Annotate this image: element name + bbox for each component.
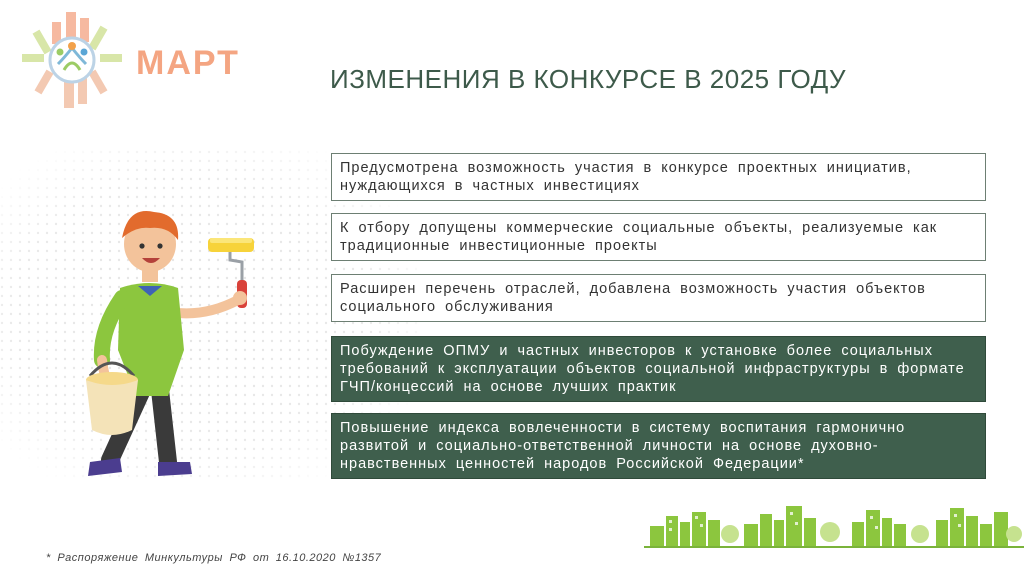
change-card-4-text: Побуждение ОПМУ и частных инвесторов к установке более социальных требований к эксплуатации объектов социальной инфраструктуры в формате ГЧП/концессий на основе лучших практик <box>340 343 965 395</box>
city-skyline-icon <box>644 498 1024 548</box>
change-card-1 <box>331 153 986 201</box>
footnote: * Распоряжение Минкультуры РФ от 16.10.2020 №1357 <box>46 552 382 564</box>
change-card-2 <box>331 213 986 261</box>
logo-text: МАРТ <box>136 44 240 82</box>
change-card-4 <box>331 336 986 402</box>
logo-emblem-icon <box>14 8 134 118</box>
change-card-5-text: Повышение индекса вовлеченности в систему воспитания гармонично развитой и социально-ответственной личности на основе духовно-нравственных ценностей народов Российской Федерации* <box>340 420 906 472</box>
paint-roller-icon <box>208 238 254 308</box>
change-card-1-text: Предусмотрена возможность участия в конкурсе проектных инициатив, нуждающихся в частных инвестициях <box>340 160 912 194</box>
painter-illustration <box>50 200 280 500</box>
logo <box>14 8 244 118</box>
paint-bucket-icon <box>86 363 138 435</box>
change-card-5 <box>331 413 986 479</box>
change-card-3-text: Расширен перечень отраслей, добавлена возможность участия объектов социального обслуживания <box>340 281 926 315</box>
page-title: ИЗМЕНЕНИЯ В КОНКУРСЕ В 2025 ГОДУ <box>330 64 847 94</box>
change-card-2-text: К отбору допущены коммерческие социальные объекты, реализуемые как традиционные инвестиционные проекты <box>340 220 938 254</box>
change-card-3 <box>331 274 986 322</box>
